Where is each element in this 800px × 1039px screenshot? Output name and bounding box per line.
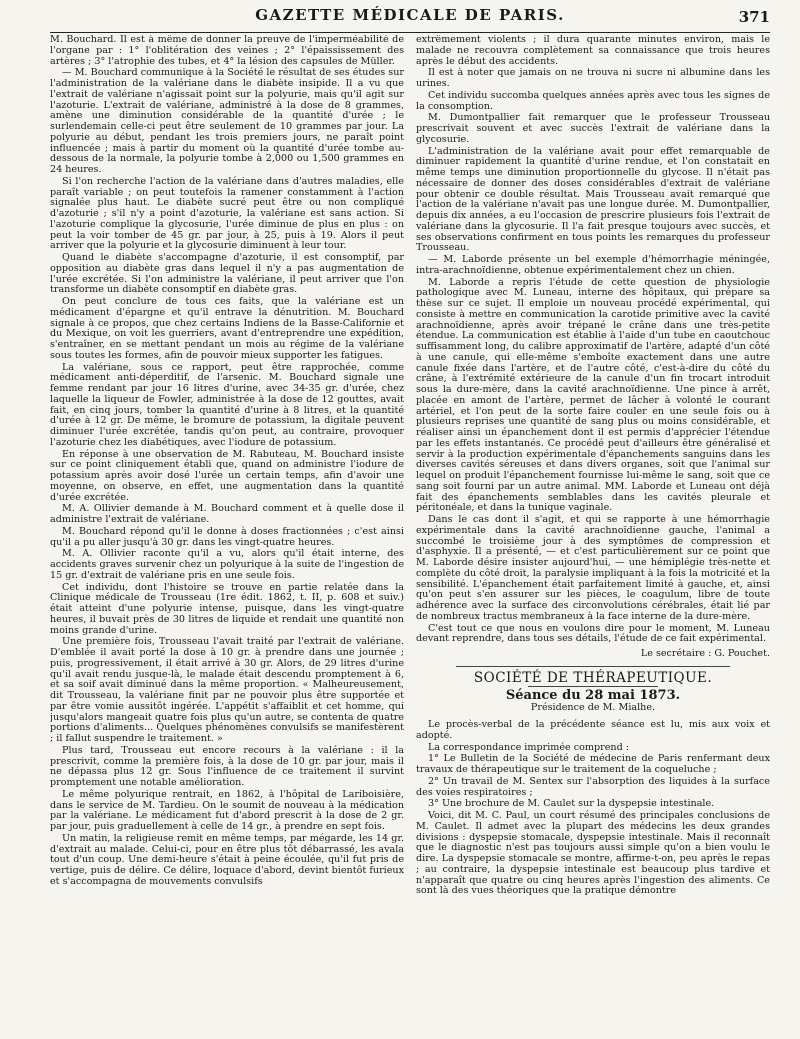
paragraph: Plus tard, Trousseau eut encore recours à la valériane : il la prescrivit, comme la première fois, à la dose de 10 gr. par jour, mais il ne dépassa plus 12 gr. Sous l'influence de ce traitement il survint promptement une notable amélioration. bbox=[50, 744, 404, 788]
paragraph: Le même polyurique rentrait, en 1862, à l'hôpital de Lariboisière, dans le service de M. Tardieu. On le soumit de nouveau à la médication par la valériane. Le médicament fut d'abord prescrit à la dose de 2 gr. par jour, puis graduellement à celle de 14 gr., à prendre en sept fois. bbox=[50, 788, 404, 832]
paragraph: extrêmement violents ; il dura quarante minutes environ, mais le malade ne recouvra complètement sa connaissance que trois heures après le début des accidents. bbox=[416, 35, 770, 67]
paragraph: Il est à noter que jamais on ne trouva ni sucre ni albumine dans les urines. bbox=[416, 67, 770, 89]
paragraph: Cet individu, dont l'histoire se trouve en partie relatée dans la Clinique médicale de Trousseau (1re édit. 1862, t. II, p. 608 et suiv.) était atteint d'une polyurie intense, puisque, dans les vingt-quatre heures, il buvait près de 30 litres de liquide et rendait une quantité non moins grande d'urine. bbox=[50, 581, 404, 636]
left-column bbox=[50, 35, 404, 1035]
paragraph: La correspondance imprimée comprend : bbox=[428, 741, 630, 753]
paragraph: En réponse à une observation de M. Rabuteau, M. Bouchard insiste sur ce point cliniquement établi que, quand on administre l'iodure de potassium après avoir dosé l'urée un certain temps, afin d'avoir une moyenne, on observe, en effet, une augmentation dans la quantité d'urée excrétée. bbox=[50, 448, 404, 503]
paragraph: Voici, dit M. C. Paul, un court résumé des principales conclusions de M. Caulet. Il admet avec la plupart des médecins les deux grandes divisions : dyspepsie stomacale, dyspepsie intestinale. Mais il reconnaît que le diagnostic n'est pas toujours aussi simple qu'on a bien voulu le dire. La dyspepsie stomacale se montre, affirme-t-on, peu après le repas ; au contraire, la dyspepsie intestinale est beaucoup plus tardive et n'apparaît que quatre ou cinq heures après l'ingestion des aliments. Ce sont là des vues théoriques que la pratique démontre bbox=[416, 810, 770, 897]
paragraph: — M. Bouchard communique à la Société le résultat de ses études sur l'administration de la valériane dans le diabète insipide. Il a vu que l'extrait de valériane n'agissait point sur la polyurie, mais qu'il agit sur l'azoturie. L'extrait de valériane, administré à la dose de 8 grammes, amène une diminution considérable de la quantité d'urée ; le surlendemain celle-ci peut être seulement de 10 grammes par jour. La polyurie au début, pendant les trois premiers jours, ne paraît point influencée ; mais à partir du moment où la quantité d'urée tombe au-dessous de la normale, la polyurie tombe à 2,000 ou 1,500 grammes en 24 heures. bbox=[50, 67, 404, 175]
list-item: 3° Une brochure de M. Caulet sur la dyspepsie intestinale. bbox=[428, 798, 715, 810]
section-divider bbox=[456, 666, 730, 667]
paragraph: On peut conclure de tous ces faits, que la valériane est un médicament d'épargne et qu'il entrave la dénutrition. M. Bouchard signale à ce propos, que chez certains Indiens de la Basse-Californie et du Mexique, on voit les guerriers, avant d'entreprendre une expédition, s'entraîner, en se mettant pendant un mois au régime de la valériane sous toutes les formes, afin de pouvoir mieux supporter les fatigues. bbox=[50, 296, 404, 361]
paragraph: Cet individu succomba quelques années après avec tous les signes de la consomption. bbox=[416, 89, 770, 112]
paragraph: M. Laborde a repris l'étude de cette question de physiologie pathologique avec M. Luneau, interne des hôpitaux, qui prépare sa thèse sur ce sujet. Il emploie un nouveau procédé expérimental, qui consiste à mettre en communication la carotide primitive avec la cavité arachnoïdienne, après avoir trépané le crâne dans une très-petite étendue. La communication est établie à l'aide d'un tube en caoutchouc suffisamment long, du calibre approximatif de l'artère, adapté d'un côté à une canule, qui elle-même s'emboîte exactement dans une autre canule fixée dans l'artère, et de l'autre côté, c'est-à-dire du côté du crâne, à l'extrémité extérieure de la canule d'un fin trocart introduit sous la dure-mère, dans la cavité arachnoïdienne. Une pince à arrêt, placée en amont de l'artère, permet de lâcher à volonté le courant artériel, et l'on peut de la sorte faire couler en une seule fois ou à plusieurs reprises une quantité de sang plus ou moins considérable, et réaliser ainsi un épanchement dont il est permis d'apprécier l'étendue par les effets instantanés. Ce procédé peut d'ailleurs être généralisé et servir à la production expérimentale d'épanchements sanguins dans les diverses cavités séreuses et dans divers organes, soit que l'animal sur lequel on produit l'épanchement fournisse lui-même le sang, soit que ce sang soit fourni par un autre animal. MM. Laborde et Luneau ont déjà fait des épanchements semblables dans les cavités pleurale et péritonéale, et dans la tunique vaginale. bbox=[416, 276, 770, 514]
paragraph: Quand le diabète s'accompagne d'azoturie, il est consomptif, par opposition au diabète gras dans lequel il n'y a pas augmentation de l'urée excrétée. Si l'on administre la valériane, il peut arriver que l'on transforme un diabète consomptif en diabète gras. bbox=[50, 252, 404, 296]
paragraph: Une première fois, Trousseau l'avait traité par l'extrait de valériane. D'emblée il avait porté la dose à 10 gr. à prendre dans une journée ; puis, progressivement, il était arrivé à 30 gr. Alors, de 29 litres d'urine qu'il avait rendu jusque-là, le malade était descendu promptement à 6, et sa soif avait diminué dans la même proportion. « Malheureusement, dit Trousseau, la valériane finit par ne pouvoir plus être supportée et par être vomie aussitôt ingérée. L'appétit s'affaiblit et cet homme, qui jusqu'alors mangeait quatre fois plus qu'un autre, se contenta de quatre portions d'aliments... Quelques phénomènes convulsifs se manifestèrent ; il fallut suspendre le traitement. » bbox=[50, 636, 404, 744]
paragraph: M. A. Ollivier demande à M. Bouchard comment et à quelle dose il administre l'extrait de valériane. bbox=[50, 503, 404, 525]
running-head bbox=[50, 6, 770, 33]
list-item: 2° Un travail de M. Sentex sur l'absorption des liquides à la surface des voies respiratoires ; bbox=[416, 775, 770, 798]
presidence-line: Présidence de M. Mialhe. bbox=[530, 702, 656, 714]
paragraph: C'est tout ce que nous en voulons dire pour le moment, M. Luneau devant reprendre, dans tous ses détails, l'étude de ce fait expérimental. bbox=[416, 622, 770, 645]
paragraph: Le procès-verbal de la précédente séance est lu, mis aux voix et adopté. bbox=[416, 719, 770, 741]
paragraph: Si l'on recherche l'action de la valériane dans d'autres maladies, elle paraît variable ; on peut toutefois la ramener constamment à l'action signalée plus haut. Le diabète sucré peut être ou non compliqué d'azoturie ; s'il n'y a point d'azoturie, la valériane est sans action. Si l'azoturie complique la glycosurie, l'urée diminue de plus en plus : on peut la voir tomber de 45 gr. par jour, à 25, puis à 19. Alors il peut arriver que la polyurie et la glycosurie diminuent à leur tour. bbox=[50, 175, 404, 252]
paragraph: M. Bouchard. Il est à même de donner la preuve de l'imperméabilité de l'organe par : 1° l'oblitération des veines ; 2° l'épaississement des artères ; 3° l'atrophie des tubes, et 4° la lésion des capsules de Müller. bbox=[50, 35, 404, 67]
paragraph: — M. Laborde présente un bel exemple d'hémorrhagie méningée, intra-arachnoïdienne, obtenue expérimentalement chez un chien. bbox=[416, 254, 770, 276]
society-title: SOCIÉTÉ DE THÉRAPEUTIQUE. bbox=[473, 669, 713, 686]
paragraph: Dans le cas dont il s'agit, et qui se rapporte à une hémorrhagie expérimentale dans la cavité arachnoïdienne gauche, l'animal a succombé le troisième jour à des symptômes de compression et d'asphyxie. Il a présenté, — et c'est particulièrement sur ce point que M. Laborde désire insister aujourd'hui, — une hémiplégie très-nette et complète du côté droit, la paralysie impliquant à la fois la motricité et la sensibilité. L'épanchement était parfaitement limité à gauche, et, ainsi qu'on peut s'en assurer sur les pièces, le coagulum, libre de toute adhérence avec la surface des circonvolutions cérébrales, était lié par de nombreux tractus membraneux à la face interne de la dure-mère. bbox=[416, 514, 770, 622]
paragraph: Un matin, la religieuse remit en même temps, par mégarde, les 14 gr. d'extrait au malade. Celui-ci, pour en être plus tôt débarrassé, les avala tout d'un coup. Une demi-heure s'était à peine écoulée, qu'il fut pris de vertige, puis de délire. Ce délire, loquace d'abord, devint bientôt furieux et s'accompagna de mouvements convulsifs bbox=[50, 832, 404, 887]
paragraph: M. A. Ollivier raconte qu'il a vu, alors qu'il était interne, des accidents graves survenir chez un polyurique à la suite de l'ingestion de 15 gr. d'extrait de valériane pris en une seule fois. bbox=[50, 548, 404, 581]
paragraph: L'administration de la valériane avait pour effet remarquable de diminuer rapidement la quantité d'urine rendue, et l'on constatait en même temps une diminution proportionnelle du glycose. Il n'était pas nécessaire de donner des doses considérables d'extrait de valériane pour obtenir ce double résultat. Mais Trousseau avait remarqué que l'action de la valériane n'avait pas une longue durée. M. Dumontpallier, depuis dix années, a eu l'occasion de prescrire plusieurs fois l'extrait de valériane dans la glycosurie. Il l'a fait presque toujours avec succès, et ses observations confirment en tous points les remarques du professeur Trousseau. bbox=[416, 145, 770, 254]
list-item: 1° Le Bulletin de la Société de médecine de Paris renfermant deux travaux de thérapeutique sur le traitement de la coqueluche ; bbox=[416, 753, 770, 775]
journal-title: GAZETTE MÉDICALE DE PARIS. bbox=[255, 6, 565, 24]
paragraph: La valériane, sous ce rapport, peut être rapprochée, comme médicament anti-déperditif, de l'arsenic. M. Bouchard signale une femme rendant par jour 16 litres d'urine, avec 34-35 gr. d'urée, chez laquelle la liqueur de Fowler, administrée à la dose de 12 gouttes, avait fait, en cinq jours, tomber la quantité d'urine à 8 litres, et la quantité d'urée à 12 gr. De même, le bromure de potassium, la digitale peuvent diminuer l'urée excrétée, tandis qu'on peut, au contraire, provoquer l'azoturie chez les diabétiques, avec l'iodure de potassium. bbox=[50, 361, 404, 448]
paragraph: M. Bouchard répond qu'il le donne à doses fractionnées ; c'est ainsi qu'il a pu aller jusqu'à 30 gr. dans les vingt-quatre heures. bbox=[50, 525, 404, 548]
right-column bbox=[416, 35, 770, 1035]
text-columns bbox=[50, 35, 770, 1035]
secretary-signature: Le secrétaire : G. Pouchet. bbox=[640, 648, 770, 659]
session-title: Séance du 28 mai 1873. bbox=[505, 687, 681, 703]
page-number: 371 bbox=[738, 8, 770, 26]
paragraph: M. Dumontpallier fait remarquer que le professeur Trousseau prescrivait souvent et avec succès l'extrait de valériane dans la glycosurie. bbox=[416, 112, 770, 145]
